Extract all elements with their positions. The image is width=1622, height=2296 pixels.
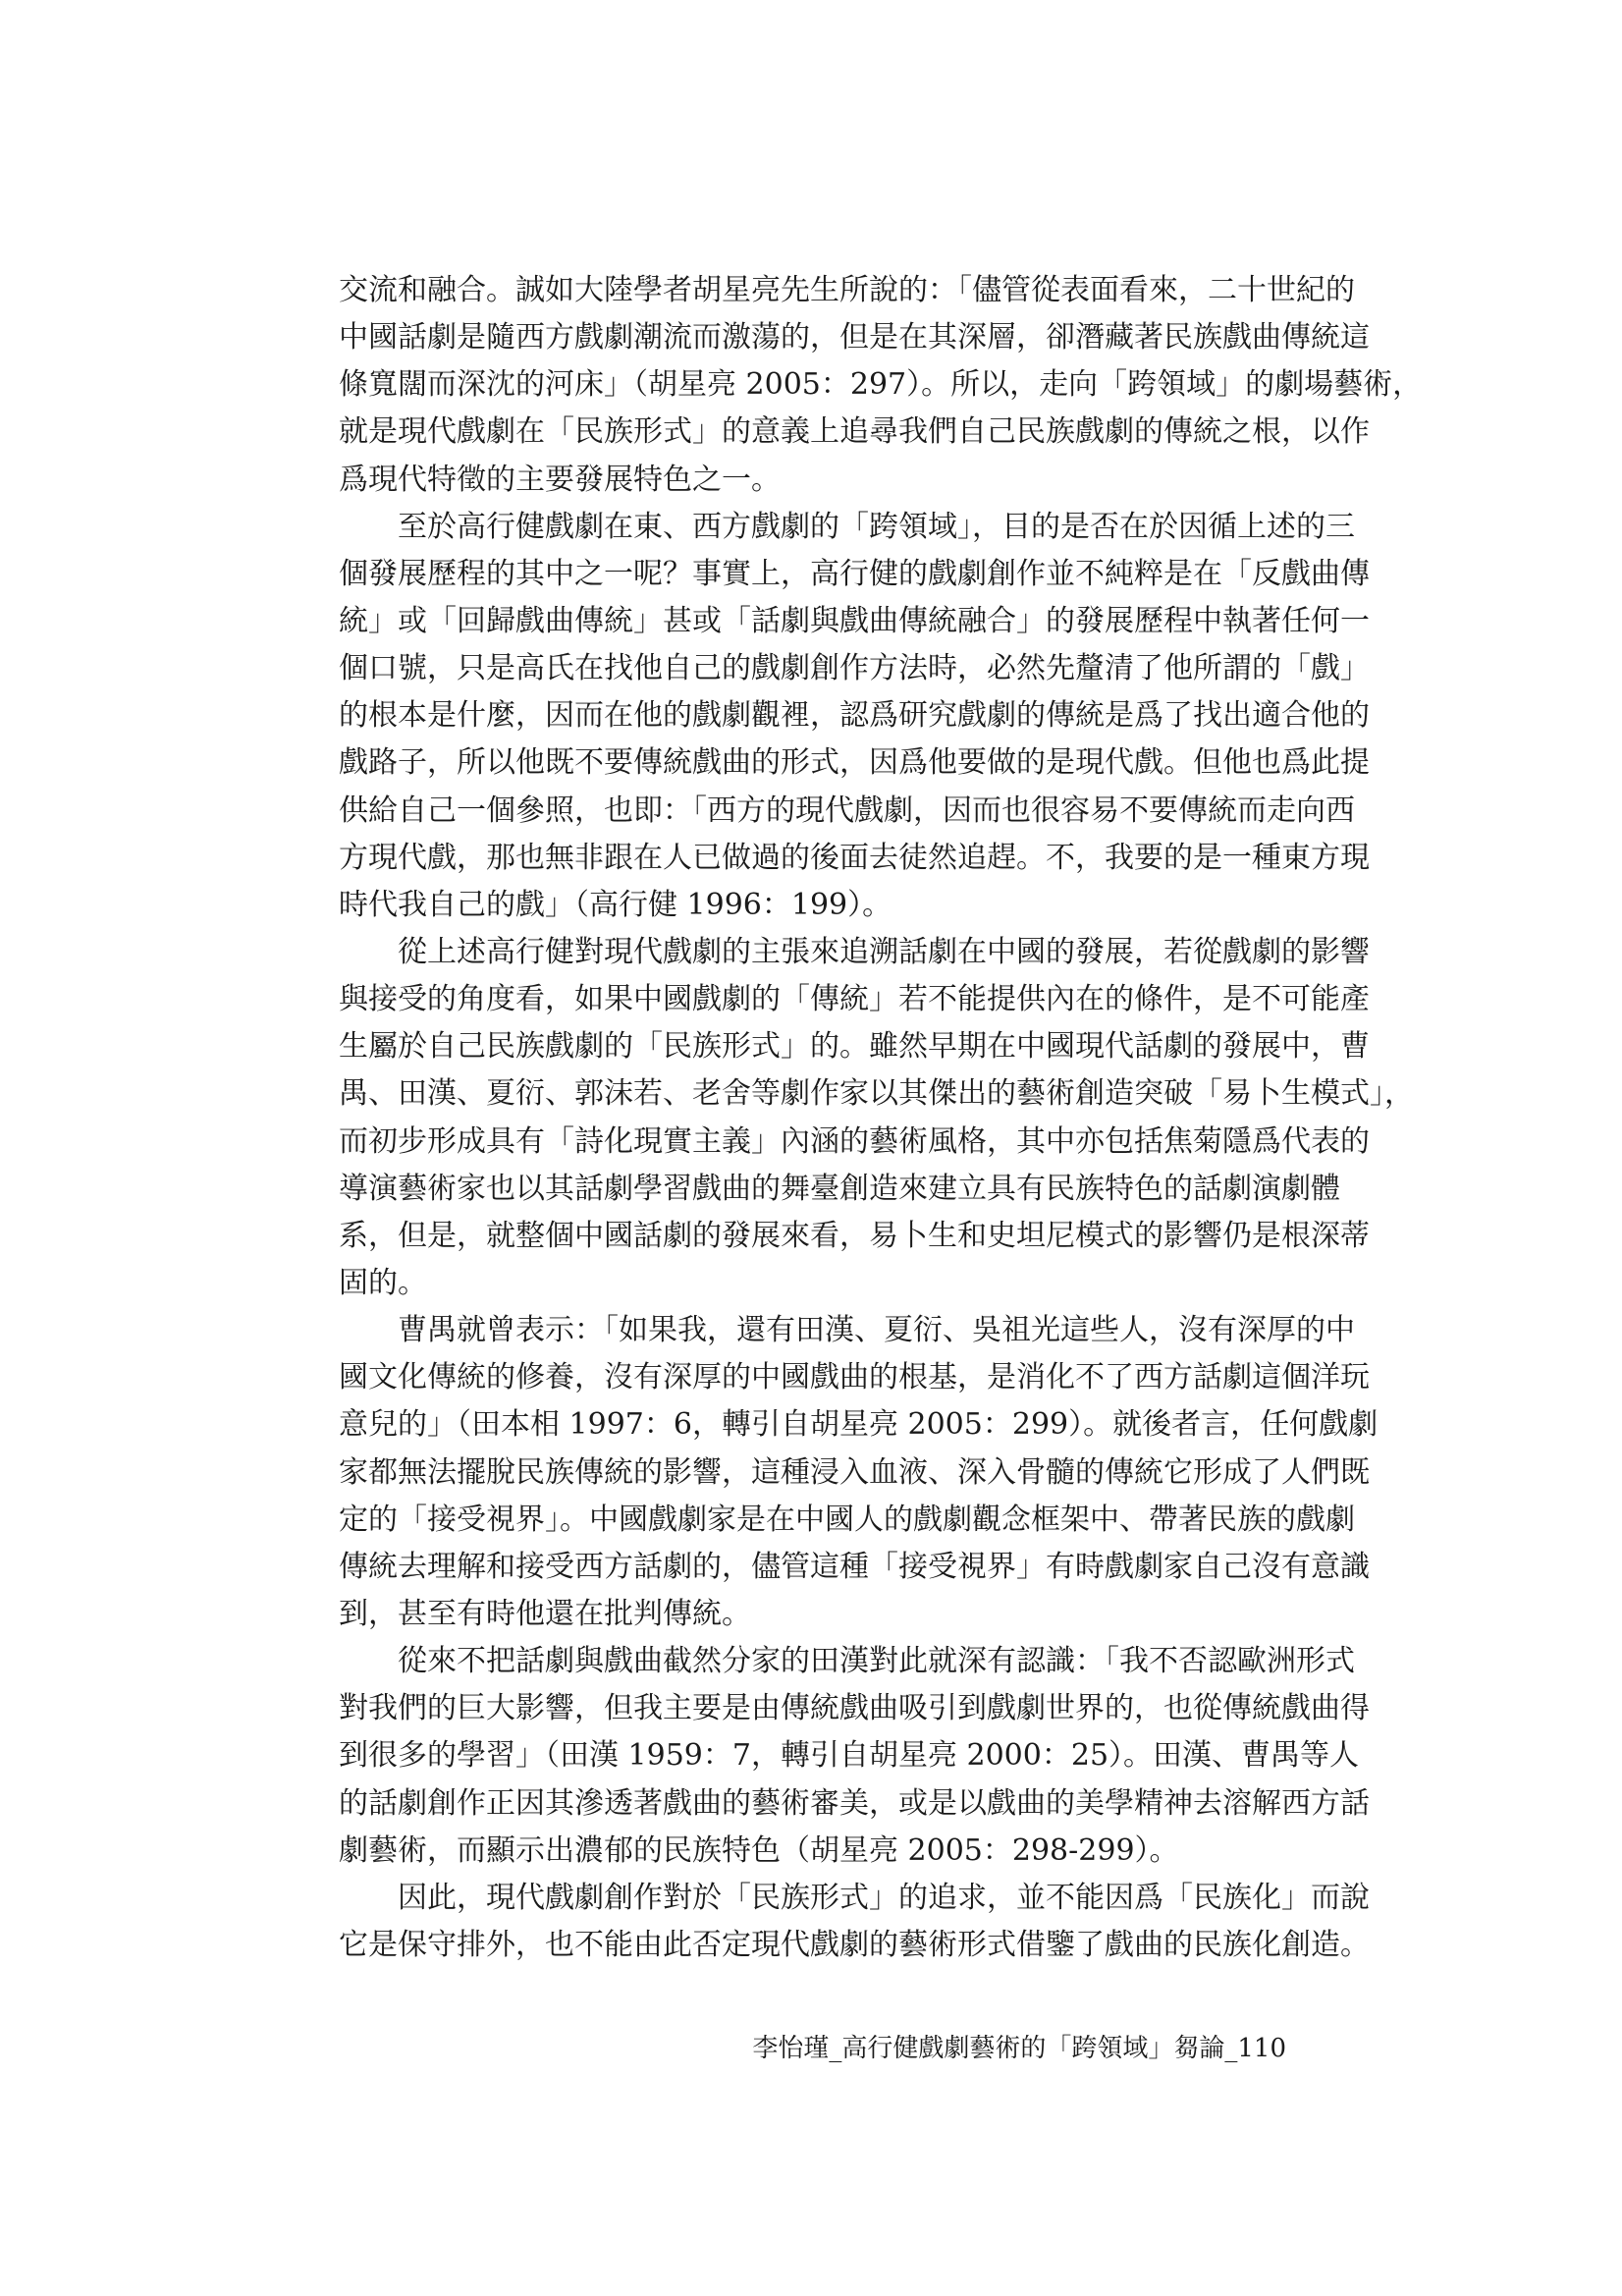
running-footer: 李怡瑾_高行健戲劇藝術的「跨領域」芻論_110 [752, 2034, 1286, 2063]
text-line: 家都無法擺脫民族傳統的影響，這種浸入血液、深入骨髓的傳統它形成了人們既 [339, 1454, 1370, 1490]
text-line: 中國話劇是隨西方戲劇潮流而激蕩的，但是在其深層，卻潛藏著民族戲曲傳統這 [339, 320, 1370, 355]
text-line: 固的。 [339, 1265, 427, 1300]
text-line: 定的「接受視界」。中國戲劇家是在中國人的戲劇觀念框架中、帶著民族的戲劇 [339, 1502, 1355, 1537]
text-line: 個發展歷程的其中之一呢？事實上，高行健的戲劇創作並不純粹是在「反戲曲傳 [339, 556, 1370, 591]
text-line: 供給自己一個參照，也即：「西方的現代戲劇，因而也很容易不要傳統而走向西 [339, 793, 1355, 828]
text-line: 方現代戲，那也無非跟在人已做過的後面去徒然追趕。不，我要的是一種東方現 [339, 840, 1370, 875]
paragraph-6 [339, 1875, 1370, 1969]
text-line: 生屬於自己民族戲劇的「民族形式」的。雖然早期在中國現代話劇的發展中，曹 [339, 1029, 1370, 1065]
text-line: 的根本是什麼，因而在他的戲劇觀裡，認爲研究戲劇的傳統是爲了找出適合他的 [339, 698, 1370, 734]
text-line: 交流和融合。誠如大陸學者胡星亮先生所說的：「儘管從表面看來，二十世紀的 [339, 273, 1355, 307]
text-line: 從來不把話劇與戲曲截然分家的田漢對此就深有認識：「我不否認歐洲形式 [339, 1644, 1355, 1679]
text-line: 至於高行健戲劇在東、西方戲劇的「跨領域」，目的是否在於因循上述的三 [339, 509, 1355, 544]
paragraph-3 [339, 929, 1414, 1307]
paragraph-2 [339, 504, 1370, 929]
text-line: 導演藝術家也以其話劇學習戲曲的舞臺創造來建立具有民族特色的話劇演劇體 [339, 1171, 1340, 1206]
text-line: 從上述高行健對現代戲劇的主張來追溯話劇在中國的發展，若從戲劇的影響 [339, 934, 1370, 969]
text-line: 戲路子，所以他既不要傳統戲曲的形式，因爲他要做的是現代戲。但他也爲此提 [339, 745, 1370, 781]
body-text [339, 267, 1423, 1969]
text-line: 時代我自己的戲」（高行健 1996：199）。 [339, 887, 892, 922]
text-line: 它是保守排外，也不能由此否定現代戲劇的藝術形式借鑒了戲曲的民族化創造。 [339, 1927, 1370, 1962]
text-line: 而初步形成具有「詩化現實主義」內涵的藝術風格，其中亦包括焦菊隱爲代表的 [339, 1123, 1370, 1159]
text-line: 個口號，只是高氏在找他自己的戲劇創作方法時，必然先釐清了他所謂的「戲」 [339, 651, 1370, 686]
text-line: 傳統去理解和接受西方話劇的，儘管這種「接受視界」有時戲劇家自己沒有意識 [339, 1549, 1370, 1584]
text-line: 意兒的」（田本相 1997：6，轉引自胡星亮 2005：299）。就後者言，任何戲劇 [339, 1407, 1379, 1443]
text-line: 的話劇創作正因其滲透著戲曲的藝術審美，或是以戲曲的美學精神去溶解西方話 [339, 1785, 1370, 1821]
paragraph-5 [339, 1638, 1370, 1875]
text-line: 系，但是，就整個中國話劇的發展來看，易卜生和史坦尼模式的影響仍是根深蒂 [339, 1218, 1370, 1253]
text-line: 禺、田漢、夏衍、郭沫若、老舍等劇作家以其傑出的藝術創造突破「易卜生模式」， [339, 1076, 1414, 1112]
text-line: 條寬闊而深沈的河床」（胡星亮 2005：297）。所以，走向「跨領域」的劇場藝術， [339, 367, 1423, 403]
text-line: 爲現代特徵的主要發展特色之一。 [339, 462, 781, 497]
text-line: 統」或「回歸戲曲傳統」甚或「話劇與戲曲傳統融合」的發展歷程中執著任何一 [339, 603, 1370, 638]
text-line: 劇藝術，而顯示出濃郁的民族特色（胡星亮 2005：298-299）。 [339, 1832, 1179, 1868]
text-line: 因此，現代戲劇創作對於「民族形式」的追求，並不能因爲「民族化」而說 [339, 1880, 1370, 1915]
text-line: 曹禺就曾表示：「如果我，還有田漢、夏衍、吳祖光這些人，沒有深厚的中 [339, 1313, 1355, 1348]
paragraph-1 [339, 267, 1423, 504]
paragraph-4 [339, 1307, 1379, 1638]
text-line: 與接受的角度看，如果中國戲劇的「傳統」若不能提供內在的條件，是不可能產 [339, 982, 1370, 1017]
text-line: 到，甚至有時他還在批判傳統。 [339, 1596, 751, 1631]
text-line: 到很多的學習」（田漢 1959：7，轉引自胡星亮 2000：25）。田漢、曹禺等人 [339, 1738, 1360, 1774]
text-line: 國文化傳統的修養，沒有深厚的中國戲曲的根基，是消化不了西方話劇這個洋玩 [339, 1360, 1370, 1395]
text-line: 對我們的巨大影響，但我主要是由傳統戲曲吸引到戲劇世界的，也從傳統戲曲得 [339, 1691, 1370, 1726]
text-line: 就是現代戲劇在「民族形式」的意義上追尋我們自己民族戲劇的傳統之根，以作 [339, 414, 1370, 450]
